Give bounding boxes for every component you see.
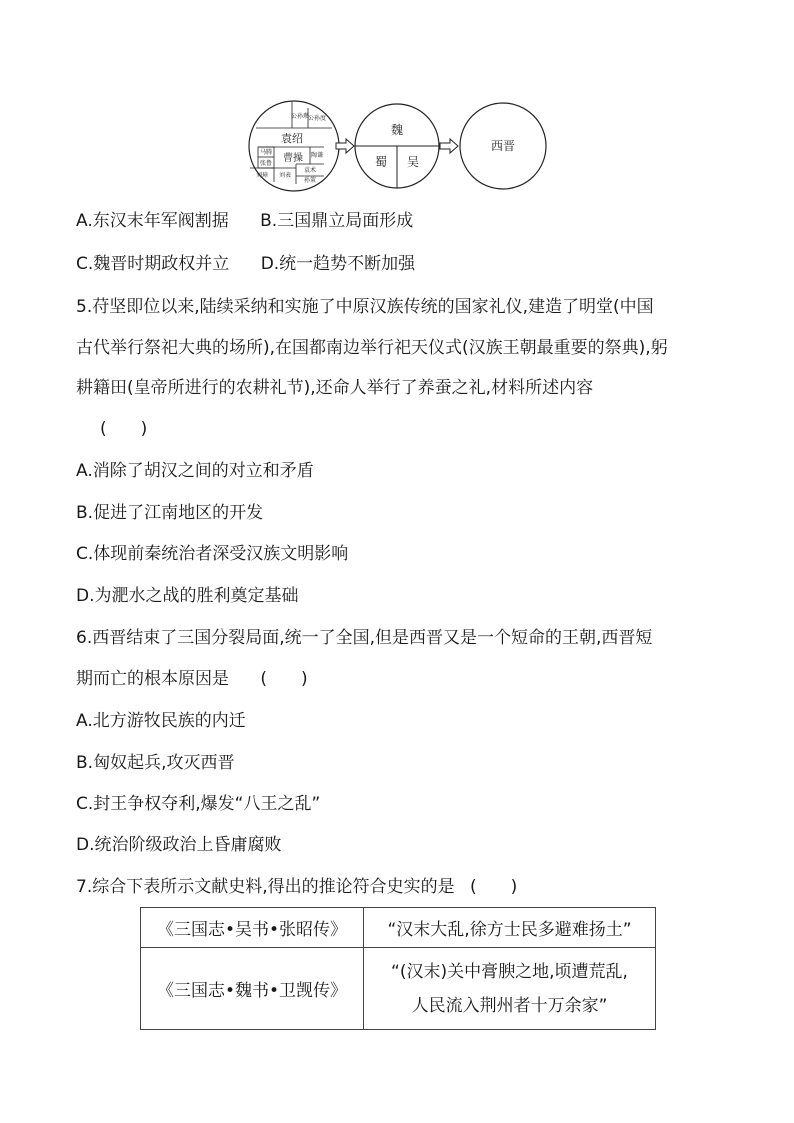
q7-stem-text: 7.综合下表所示文献史料,得出的推论符合史实的是 [76,877,455,897]
cell-liu-zhang: 刘璋 [255,172,269,179]
western-jin-circle [460,103,546,189]
cell-tao-qian: 陶谦 [310,152,324,159]
cell-cao-cao: 曹操 [283,153,303,164]
cell-zhang-lu: 张鲁 [259,160,273,167]
q5-option-d: D.为淝水之战的胜利奠定基础 [76,586,299,606]
q5-option-a: A.消除了胡汉之间的对立和矛盾 [76,461,314,481]
q6-stem-text: 期而亡的根本原因是 [76,669,229,689]
kingdom-wu: 吴 [406,155,420,169]
q4-option-c: C.魏晋时期政权并立 [76,254,230,274]
cell-yuan-shao: 袁绍 [281,132,303,145]
cell-yuan-shu: 袁术 [303,167,317,174]
q5-stem-line-3: 耕籍田(皇帝所进行的农耕礼节),还命人举行了养蚕之礼,材料所述内容 [76,378,594,398]
quote-line: 人民流入荆州者十万余家” [411,995,608,1016]
table-source-cell: 《三国志•吴书•张昭传》 [141,908,364,948]
warlords-circle [249,101,339,191]
q4-option-b: B.三国鼎立局面形成 [260,211,414,231]
table-row [141,908,656,948]
cell-ma-teng: 马腾 [259,149,273,156]
dynasty-xijin: 西晋 [490,139,516,153]
q6-stem-line-2 [76,668,308,690]
cell-sun-ce: 孙策 [303,177,317,184]
cell-gongsun-zan: 公孙瓒 [290,113,310,120]
historical-evolution-diagram [240,100,560,192]
q4-option-a: A.东汉末年军阀割据 [76,211,229,231]
q6-option-a: A.北方游牧民族的内迁 [76,711,246,731]
q7-stem [76,876,517,898]
table-quote-cell [364,948,656,1030]
q6-stem-line-1: 6.西晋结束了三国分裂局面,统一了全国,但是西晋又是一个短命的王朝,西晋短 [76,628,653,648]
table-row [141,948,656,1030]
q6-option-d: D.统治阶级政治上昏庸腐败 [76,835,282,855]
kingdom-wei: 魏 [390,123,404,137]
cell-gongsun-du: 公孙度 [307,115,327,122]
arrow-icon [440,139,458,153]
cell-liu-biao: 刘表 [278,172,292,179]
q5-option-b: B.促进了江南地区的开发 [76,503,264,523]
table-source-cell: 《三国志•魏书•卫觊传》 [141,948,364,1030]
q5-option-c: C.体现前秦统治者深受汉族文明影响 [76,544,349,564]
q4-options-row-2 [76,253,415,275]
q6-answer-paren: ( ) [260,669,308,689]
q7-source-table [140,907,656,1030]
three-kingdoms-circle [355,104,439,188]
kingdom-shu: 蜀 [374,155,388,169]
q5-stem-line-2: 古代举行祭祀大典的场所),在国都南边举行祀天仪式(汉族王朝最重要的祭典),躬 [76,338,668,358]
q4-options-row-1 [76,210,413,232]
q7-answer-paren: ( ) [470,877,518,897]
q6-option-b: B.匈奴起兵,攻灭西晋 [76,753,235,773]
table-quote-cell [364,908,656,948]
q6-option-c: C.封王争权夺利,爆发“八王之乱” [76,794,321,814]
q5-answer-paren: ( ) [100,419,148,439]
q5-stem-line-1: 5.苻坚即位以来,陆续采纳和实施了中原汉族传统的国家礼仪,建造了明堂(中国 [76,297,654,317]
q4-option-d: D.统一趋势不断加强 [260,254,416,274]
quote-line: “(汉末)关中膏腴之地,顷遭荒乱, [391,961,628,982]
quote-line: “汉末大乱,徐方士民多避难扬土” [387,920,632,940]
